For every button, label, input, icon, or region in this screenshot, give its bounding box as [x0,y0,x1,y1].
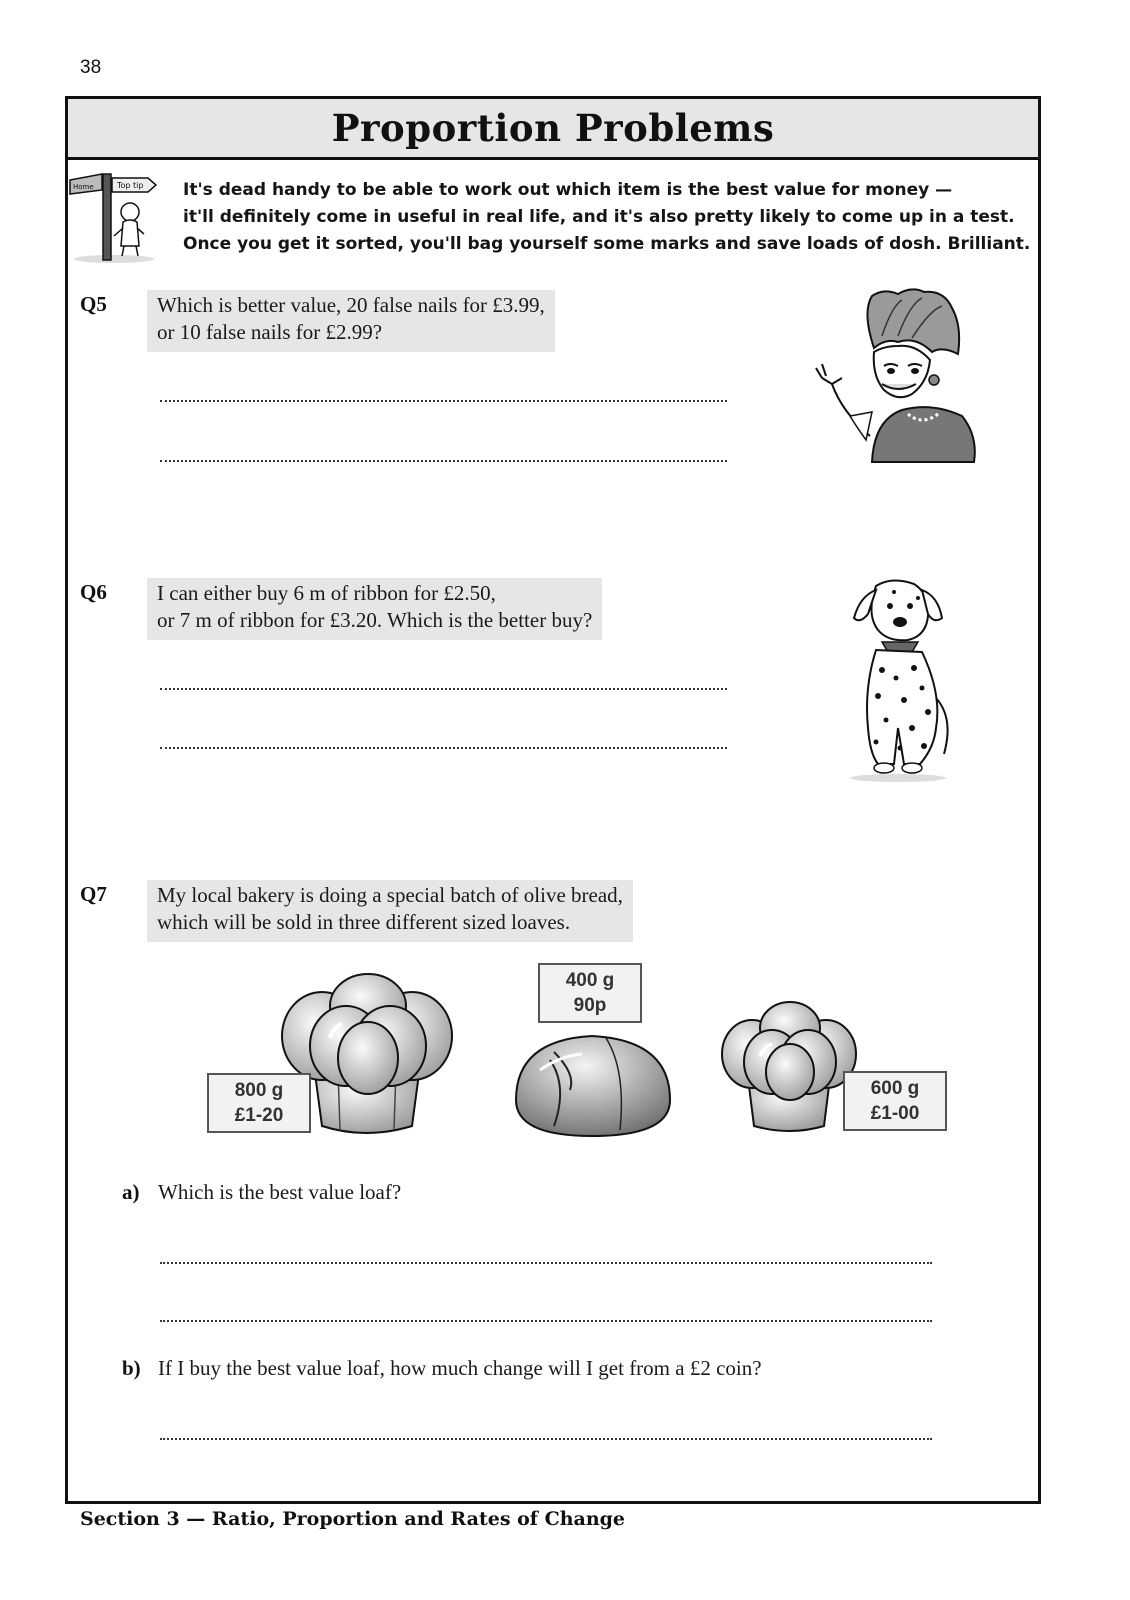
part-label-a: a) [122,1180,140,1204]
price-tag-800g [207,1073,311,1133]
section-footer: Section 3 — Ratio, Proportion and Rates of Change [80,1508,626,1530]
signpost-top-tip-label: Top tip [117,181,144,190]
answer-line[interactable] [160,747,727,749]
question-text-q7: My local bakery is doing a special batch of olive bread, which will be sold in three different sized loaves. [147,880,633,942]
loaf-price: 90p [573,995,607,1016]
answer-line[interactable] [160,1320,932,1322]
part-text-a: Which is the best value loaf? [158,1180,402,1204]
question-text-q6: I can either buy 6 m of ribbon for £2.50, or 7 m of ribbon for £3.20. Which is the better buy? [147,578,602,640]
question-text-q5: Which is better value, 20 false nails for £3.99, or 10 false nails for £2.99? [147,290,555,352]
part-text-b: If I buy the best value loaf, how much change will I get from a £2 coin? [158,1356,762,1380]
round-loaf-illustration [510,1030,676,1142]
small-loaf-illustration [718,996,860,1136]
dalmatian-illustration [838,578,962,784]
loaf-weight: 600 g [870,1078,920,1099]
loaf-weight: 800 g [234,1080,284,1101]
lady-pointing-illustration [812,286,980,466]
page-number: 38 [80,57,102,78]
answer-line[interactable] [160,688,727,690]
question-label-q5: Q5 [80,292,107,316]
page-title: Proportion Problems [331,106,775,150]
title-bar [68,99,1038,160]
price-tag-400g [538,963,642,1023]
signpost-home-label: Home [73,183,94,191]
loaf-price: £1-00 [870,1103,920,1124]
answer-line[interactable] [160,1262,932,1264]
top-tip-text: It's dead handy to be able to work out which item is the best value for money — it'll definitely come in useful in real life, and it's also pretty likely to come up in a test. Once you get it sorted, you'll bag yourself some marks and save loads of dosh. Brilliant. [183,180,1031,254]
loaf-weight: 400 g [565,970,615,991]
question-label-q6: Q6 [80,580,107,604]
loaf-price: £1-20 [234,1105,284,1126]
answer-line[interactable] [160,1438,932,1440]
answer-line[interactable] [160,460,727,462]
question-label-q7: Q7 [80,882,107,906]
answer-line[interactable] [160,400,727,402]
price-tag-600g [843,1071,947,1131]
part-label-b: b) [122,1356,141,1380]
signpost-icon [68,160,160,264]
